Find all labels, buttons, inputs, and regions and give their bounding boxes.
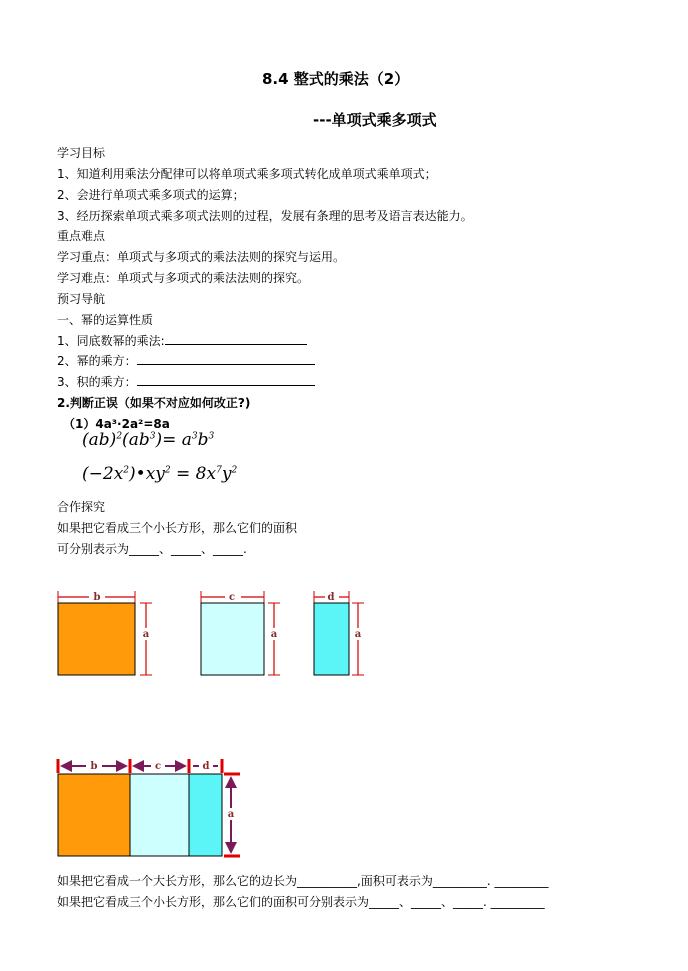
preview-judge: 2.判断正误（如果不对应如何改正?) <box>57 396 251 410</box>
rect-c-a <box>201 591 280 675</box>
explore-line2: 可分别表示为_____、_____、_____. <box>57 542 247 556</box>
judge-item-1: （1）4a³·2a²=8a <box>63 417 170 431</box>
label-a-1: a <box>142 629 150 640</box>
judge-equation-2: $(ab)^2(ab^3)= a^3b^3$ <box>82 430 215 450</box>
combined-label-b: b <box>90 761 98 772</box>
eq3-rhs: = 8x <box>176 464 217 484</box>
eq3-lhs: −2x <box>88 464 124 484</box>
objective-item-2: 2、会进行单项式乘多项式的运算； <box>57 188 245 202</box>
label-c: c <box>228 592 236 603</box>
key-point-focus: 学习重点：单项式与多项式的乘法法则的探究与运用。 <box>57 250 346 264</box>
page-title: 8.4 整式的乘法（2） <box>262 70 410 88</box>
objective-item-1: 1、知道利用乘法分配律可以将单项式乘多项式转化成单项式乘单项式； <box>57 167 437 181</box>
eq2-rhs: = a <box>162 430 192 450</box>
combined-label-c: c <box>154 761 162 772</box>
combined-label-a: a <box>227 809 235 820</box>
eq2-term-b: ab <box>128 430 150 450</box>
rect-b-a <box>58 591 152 675</box>
figure-combined-rectangle <box>58 759 240 856</box>
label-a-2: a <box>270 629 278 640</box>
judge-equation-3: $(-2x^2)•xy^2 = 8x^7y^2$ <box>82 464 238 484</box>
eq2-term-a: ab <box>88 430 110 450</box>
preview-q3-label: 3、积的乘方： <box>57 375 137 389</box>
explore-heading: 合作探究 <box>57 500 106 514</box>
label-b: b <box>93 592 101 603</box>
label-a-3: a <box>354 629 362 640</box>
eq3-mid: •xy <box>135 464 165 484</box>
bottom-line2: 如果把它看成三个小长方形，那么它们的面积可分别表示为_____、_____、_____. _________ <box>57 895 545 909</box>
key-point-difficulty: 学习难点：单项式与多项式的乘法法则的探究。 <box>57 271 310 285</box>
objectives-heading: 学习目标 <box>57 146 106 160</box>
bottom-line1: 如果把它看成一个大长方形，那么它的边长为__________,面积可表示为_________. _________ <box>57 874 549 888</box>
preview-q1-label: 1、同底数幂的乘法: <box>57 334 165 348</box>
explore-line1: 如果把它看成三个小长方形，那么它们的面积 <box>57 521 298 535</box>
label-d: d <box>327 592 335 603</box>
objective-item-3: 3、经历探索单项式乘多项式法则的过程，发展有条理的思考及语言表达能力。 <box>57 209 473 223</box>
eq3-rhs-y: y <box>221 464 232 484</box>
preview-heading: 预习导航 <box>57 292 106 306</box>
key-points-heading: 重点难点 <box>57 229 106 243</box>
preview-q2-label: 2、幂的乘方： <box>57 354 137 368</box>
eq2-rhs-b: b <box>197 430 209 450</box>
combined-label-d: d <box>202 761 210 772</box>
rect-d-a <box>314 591 364 675</box>
preview-section1: 一、幂的运算性质 <box>57 313 154 327</box>
page-subtitle: ---单项式乘多项式 <box>313 111 437 129</box>
